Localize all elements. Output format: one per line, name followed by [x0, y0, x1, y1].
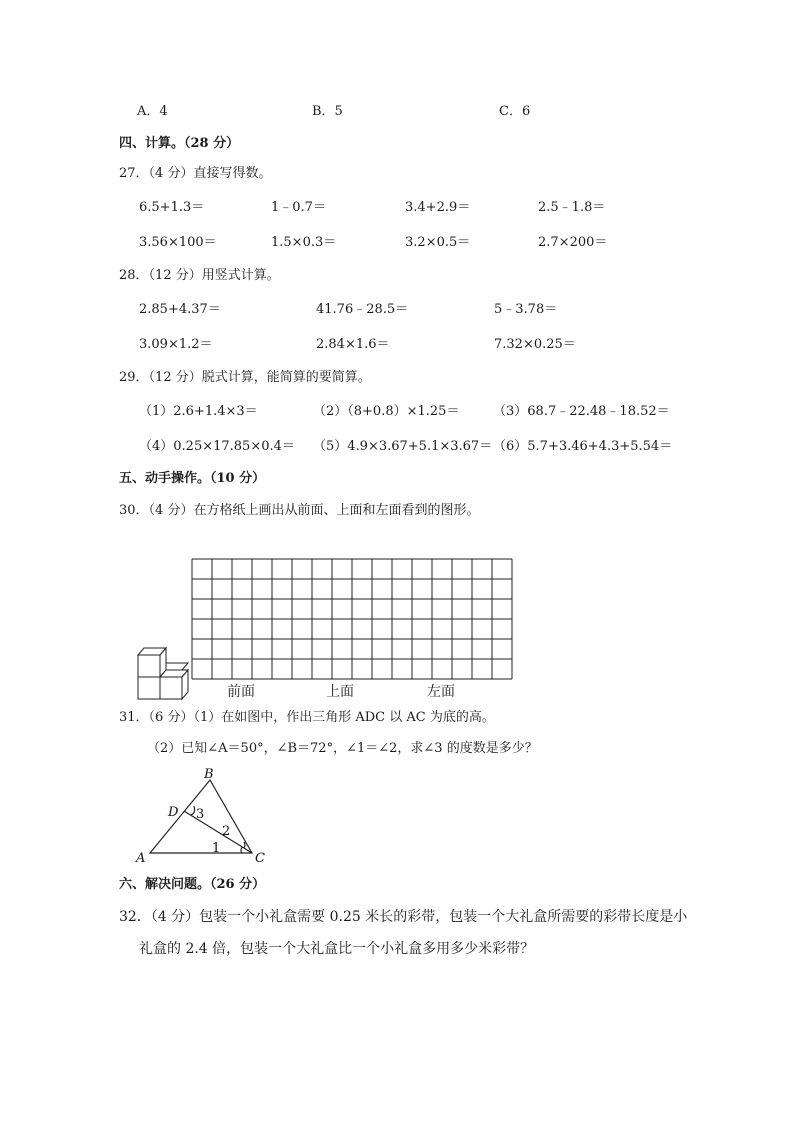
q28-item: 41.76﹣28.5＝	[316, 302, 409, 317]
angle-3-arc	[191, 806, 195, 815]
q29-item: （4）0.25×17.85×0.4＝	[139, 439, 295, 454]
view-label-left: 左面	[427, 684, 455, 700]
q27-item: 2.5﹣1.8＝	[538, 200, 606, 215]
triangle-figure	[130, 766, 280, 866]
q29-item: （5）4.9×3.67+5.1×3.67＝	[313, 439, 493, 454]
q27-item: 6.5+1.3＝	[139, 200, 205, 215]
section-6-title: 六、解决问题。（26 分）	[119, 877, 266, 892]
label-angle-1: 1	[212, 841, 221, 856]
label-c: C	[255, 851, 265, 866]
grid-paper	[192, 559, 512, 679]
q28-item: 2.84×1.6＝	[316, 337, 390, 352]
cube-stack-icon	[138, 648, 188, 699]
q28-item: 2.85+4.37＝	[139, 302, 221, 317]
label-a: A	[136, 851, 146, 866]
q29-item: （3）68.7﹣22.48﹣18.52＝	[493, 404, 670, 419]
angle-2-arc	[244, 842, 245, 848]
option-b: B．5	[312, 104, 343, 119]
q27-item: 1.5×0.3＝	[271, 235, 337, 250]
q28-item: 7.32×0.25＝	[494, 337, 576, 352]
q29-title: 29．（12 分）脱式计算，能简算的要简算。	[119, 370, 371, 385]
q28-item: 3.09×1.2＝	[139, 337, 213, 352]
option-c: C．6	[499, 104, 531, 119]
angle-1-arc	[241, 847, 242, 853]
q27-item: 3.4+2.9＝	[405, 200, 471, 215]
q28-title: 28．（12 分）用竖式计算。	[119, 268, 280, 283]
label-angle-2: 2	[222, 824, 231, 839]
label-d: D	[168, 805, 179, 820]
q32-line1: 32．（4 分）包装一个小礼盒需要 0.25 米长的彩带，包装一个大礼盒所需要的彩带长度是小	[119, 909, 688, 925]
q27-item: 3.2×0.5＝	[405, 235, 471, 250]
q29-item: （2）（8+0.8）×1.25＝	[313, 404, 460, 419]
view-label-front: 前面	[227, 684, 255, 700]
q30-figure	[130, 553, 530, 703]
q31-line2: （2）已知∠A＝50°，∠B＝72°，∠1＝∠2，求∠3 的度数是多少？	[147, 741, 538, 756]
q27-title: 27．（4 分）直接写得数。	[119, 166, 272, 181]
q29-item: （6）5.7+3.46+4.3+5.54＝	[493, 439, 673, 454]
q27-item: 1﹣0.7＝	[271, 200, 326, 215]
section-5-title: 五、动手操作。（10 分）	[119, 471, 266, 486]
q31-line1: 31．（6 分）（1）在如图中，作出三角形 ADC 以 AC 为底的高。	[119, 710, 495, 725]
label-b: B	[204, 767, 214, 782]
section-4-title: 四、计算。（28 分）	[119, 136, 240, 151]
view-label-top: 上面	[326, 684, 354, 700]
label-angle-3: 3	[196, 807, 205, 822]
q29-item: （1）2.6+1.4×3＝	[139, 404, 258, 419]
option-a: A．4	[137, 104, 168, 119]
q27-item: 2.7×200＝	[538, 235, 608, 250]
q28-item: 5﹣3.78＝	[494, 302, 558, 317]
q30-title: 30．（4 分）在方格纸上画出从前面、上面和左面看到的图形。	[119, 503, 480, 518]
q32-line2: 礼盒的 2.4 倍，包装一个大礼盒比一个小礼盒多用多少米彩带？	[139, 941, 535, 957]
q27-item: 3.56×100＝	[139, 235, 217, 250]
